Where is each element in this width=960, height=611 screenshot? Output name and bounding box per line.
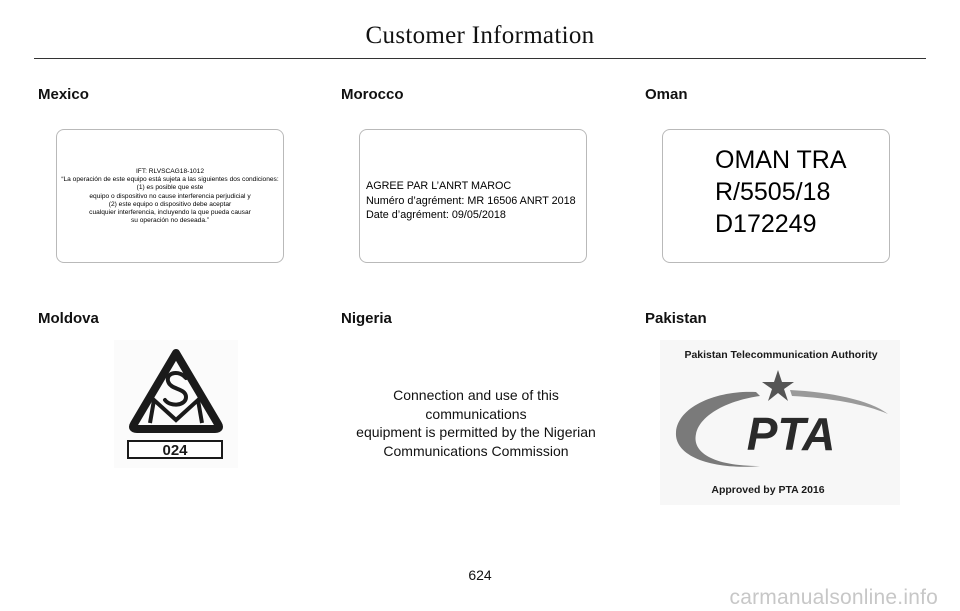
oman-line: R/5505/18 — [715, 178, 831, 206]
mexico-label-text — [57, 168, 283, 225]
country-label-oman: Oman — [645, 86, 688, 103]
nigeria-line: equipment is permitted by the Nigerian — [356, 424, 596, 440]
mexico-line: su operación no deseada.” — [130, 217, 210, 225]
page-number: 624 — [468, 567, 492, 583]
morocco-label-box — [359, 129, 587, 263]
oman-label-box — [662, 129, 890, 263]
oman-line: D172249 — [715, 210, 817, 238]
oman-line: OMAN TRA — [715, 146, 847, 174]
mexico-line: (2) este equipo o dispositivo debe aceptar — [108, 200, 232, 208]
pakistan-pta-logo — [660, 340, 900, 505]
country-label-nigeria: Nigeria — [341, 310, 392, 327]
country-label-pakistan: Pakistan — [645, 310, 707, 327]
moldova-code: 024 — [162, 442, 188, 459]
morocco-line: AGREE PAR L’ANRT MAROC — [366, 180, 512, 192]
morocco-label-text — [366, 179, 576, 223]
mexico-line: (1) es posible que este — [136, 184, 204, 192]
pta-logo-mark: PTA — [746, 408, 836, 460]
page-title: Customer Information — [365, 22, 595, 49]
pta-logo-title: Pakistan Telecommunication Authority — [684, 349, 878, 361]
morocco-line: Numéro d’agrément: MR 16506 ANRT 2018 — [366, 194, 576, 207]
country-label-morocco: Morocco — [341, 86, 404, 103]
header-divider — [34, 58, 926, 59]
moldova-conformity-logo — [114, 340, 238, 468]
mexico-line: cualquier interferencia, incluyendo la que pueda causar — [89, 209, 251, 217]
mexico-line: IFT: RLVSCAG18-1012 — [135, 168, 205, 175]
mexico-label-box — [56, 129, 284, 263]
country-label-moldova: Moldova — [38, 310, 99, 327]
morocco-line: Date d’agrément: 09/05/2018 — [366, 209, 506, 221]
nigeria-line: Connection and use of this — [393, 387, 559, 403]
nigeria-line: communications — [425, 405, 527, 422]
mexico-line: equipo o dispositivo no cause interferencia perjudicial y — [89, 192, 251, 200]
oman-label-text — [715, 144, 847, 240]
nigeria-statement — [337, 386, 615, 460]
watermark: carmanualsonline.info — [729, 586, 938, 609]
mexico-line: “La operación de este equipo está sujeta a las siguientes dos condiciones: — [61, 176, 279, 184]
pta-logo-caption: Approved by PTA 2016 — [711, 484, 825, 496]
country-label-mexico: Mexico — [38, 86, 89, 103]
nigeria-line: Communications Commission — [383, 442, 569, 459]
